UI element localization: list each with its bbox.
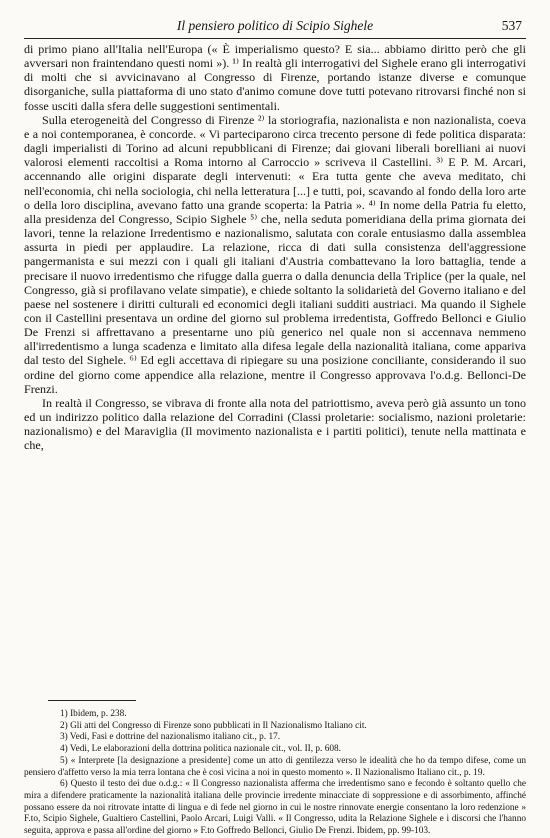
- running-header: [24, 16, 526, 39]
- paragraph-3: In realtà il Congresso, se vibrava di fronte alla nota del patriottismo, aveva però già assunto un tono ed un indirizzo politico dalla relazione del Corradini (Classi proletarie: socialismo, nazioni proletarie: nazionalismo) e del Maraviglia (Il movimento nazionalista e i partiti politici), tenute nella mattinata e che,: [24, 395, 526, 453]
- footnote-number: 2): [60, 720, 68, 731]
- footnote-text: « Interprete [la designazione a presidente] come un atto di gentilezza verso le idealità che ho da tempo difese, come un pensiero d'affetto verso la mia terra lontana che è così vicina a noi in questo momento ». Il Nazionalismo Italiano cit., p. 19.: [24, 755, 526, 778]
- footnote-separator: [48, 700, 136, 701]
- footnote-text: Ibidem, p. 238.: [70, 709, 127, 719]
- footnote-6: [24, 779, 526, 838]
- footnote-text: Questo il testo dei due o.d.g.: « Il Congresso nazionalista afferma che irredentismo sano e fecondo è soltanto quello che mira a difendere praticamente la nazionalità italiana delle provincie irredente minacciate di soppressione e di assorbimento, affinché possano essere da noi ritrovate intatte di lingua e di fede nel giorno in cui le nostre rinnovate energie consentano la loro redenzione » F.to, Scipio Sighele, Gualtiero Castellini, Paolo Arcari, Luigi Valli. « Il Congresso, udita la Relazione Sighele e i discorsi che l'hanno seguita, approva e passa all'ordine del giorno » F.to Goffredo Bellonci, Giulio De Frenzi. Ibidem, pp. 99-103.: [24, 779, 526, 837]
- running-title: Il pensiero politico di Scipio Sighele: [176, 18, 374, 33]
- paragraph-2: Sulla eterogeneità del Congresso di Firenze ²⁾ la storiografia, nazionalista e non nazionalista, coeva e a noi contemporanea, è concorde. « Vi parteciparono circa trecento persone di fede politica disparata: dagli imperialisti di Torino ad alcuni repubblicani di Firenze; dai giovani liberali borelliani ai nuovi valorosi elementi raccoltisi a Roma intorno al Carroccio » scriveva il Castellini. ³⁾ E P. M. Arcari, accennando alle origini disparate degli intervenuti: « Era tutta gente che aveva meditato, chi nell'economia, chi nella sociologia, chi nella letteratura [...] e tutti, poi, scavando al fondo della loro arte o della loro disciplina, avevano fatto una grande scoperta: la Patria ». ⁴⁾ In nome della Patria fu eletto, alla presidenza del Congresso, Scipio Sighele ⁵⁾ che, nella seduta pomeridiana della prima giornata dei lavori, tenne la relazione Irredentismo e nazionalismo, salutata con corale entusiasmo dalla assemblea assurta in piedi per applaudire. La relazione, ricca di dati sulla consistenza dell'aggressione pangermanista e sui mezzi con i quali gli italiani d'Austria combattevano la loro battaglia, tende a precisare il nuovo irredentismo che rifugge dalla guerra o dalla denuncia della Triplice (per la quale, nel Congresso, già si profilavano velate simpatie), e chiede soltanto la solidarietà del Governo italiano e del paese nel sostenere i diritti culturali ed economici degli italiani sudditi austriaci. Ma quando il Sighele con il Castellini presentava un ordine del giorno sul problema irredentista, Goffredo Bellonci e Giulio De Frenzi si affrettavano a presentarne uno più generico nel quale non si accennava nemmeno all'irredentismo a lunga scadenza e limitato alla difesa legale della nazionalità italiana, come appariva dal testo del Sighele. ⁶⁾ Ed egli accettava di ripiegare su una posizione conciliante, considerando il suo ordine del giorno come appendice alla relazione, mentre il Congresso approvava l'o.d.g. Bellonci-De Frenzi.: [24, 112, 526, 396]
- footnote-number: 3): [60, 732, 68, 743]
- footnote-text: Gli atti del Congresso di Firenze sono pubblicati in Il Nazionalismo Italiano cit.: [70, 720, 367, 731]
- footnote-number: 6): [60, 779, 68, 790]
- footnote-number: 4): [60, 744, 68, 755]
- footnote-4: [24, 744, 526, 756]
- footnote-2: [24, 721, 526, 733]
- footnote-5: [24, 756, 526, 779]
- page-number: 537: [501, 18, 522, 33]
- footnote-1: [24, 709, 526, 721]
- footnote-number: 5): [60, 755, 68, 766]
- footnote-text: Vedi, Fasi e dottrine del nazionalismo italiano cit., p. 17.: [69, 732, 281, 743]
- footnote-3: [24, 732, 526, 744]
- footnote-text: Vedi, Le elaborazioni della dottrina politica nazionale cit., vol. II, p. 608.: [69, 744, 341, 755]
- main-text: [24, 42, 526, 453]
- footnote-number: 1): [60, 709, 68, 719]
- paragraph-1: di primo piano all'Italia nell'Europa (« È imperialismo questo? E sia... abbiamo diritto però che gli avversari non fraintendano questi nomi »). ¹⁾ In realtà gli interrogativi del Sighele erano gli interrogativi di molti che si avvicinavano al Congresso di Firenze, portando istanze diverse e comunque disorganiche, sulla piattaforma di uno stato d'animo comune dove tutti potevano ritrovarsi finché non si fosse usciti dalla sfera delle suggestioni sentimentali.: [24, 42, 526, 113]
- footnotes: [24, 709, 526, 838]
